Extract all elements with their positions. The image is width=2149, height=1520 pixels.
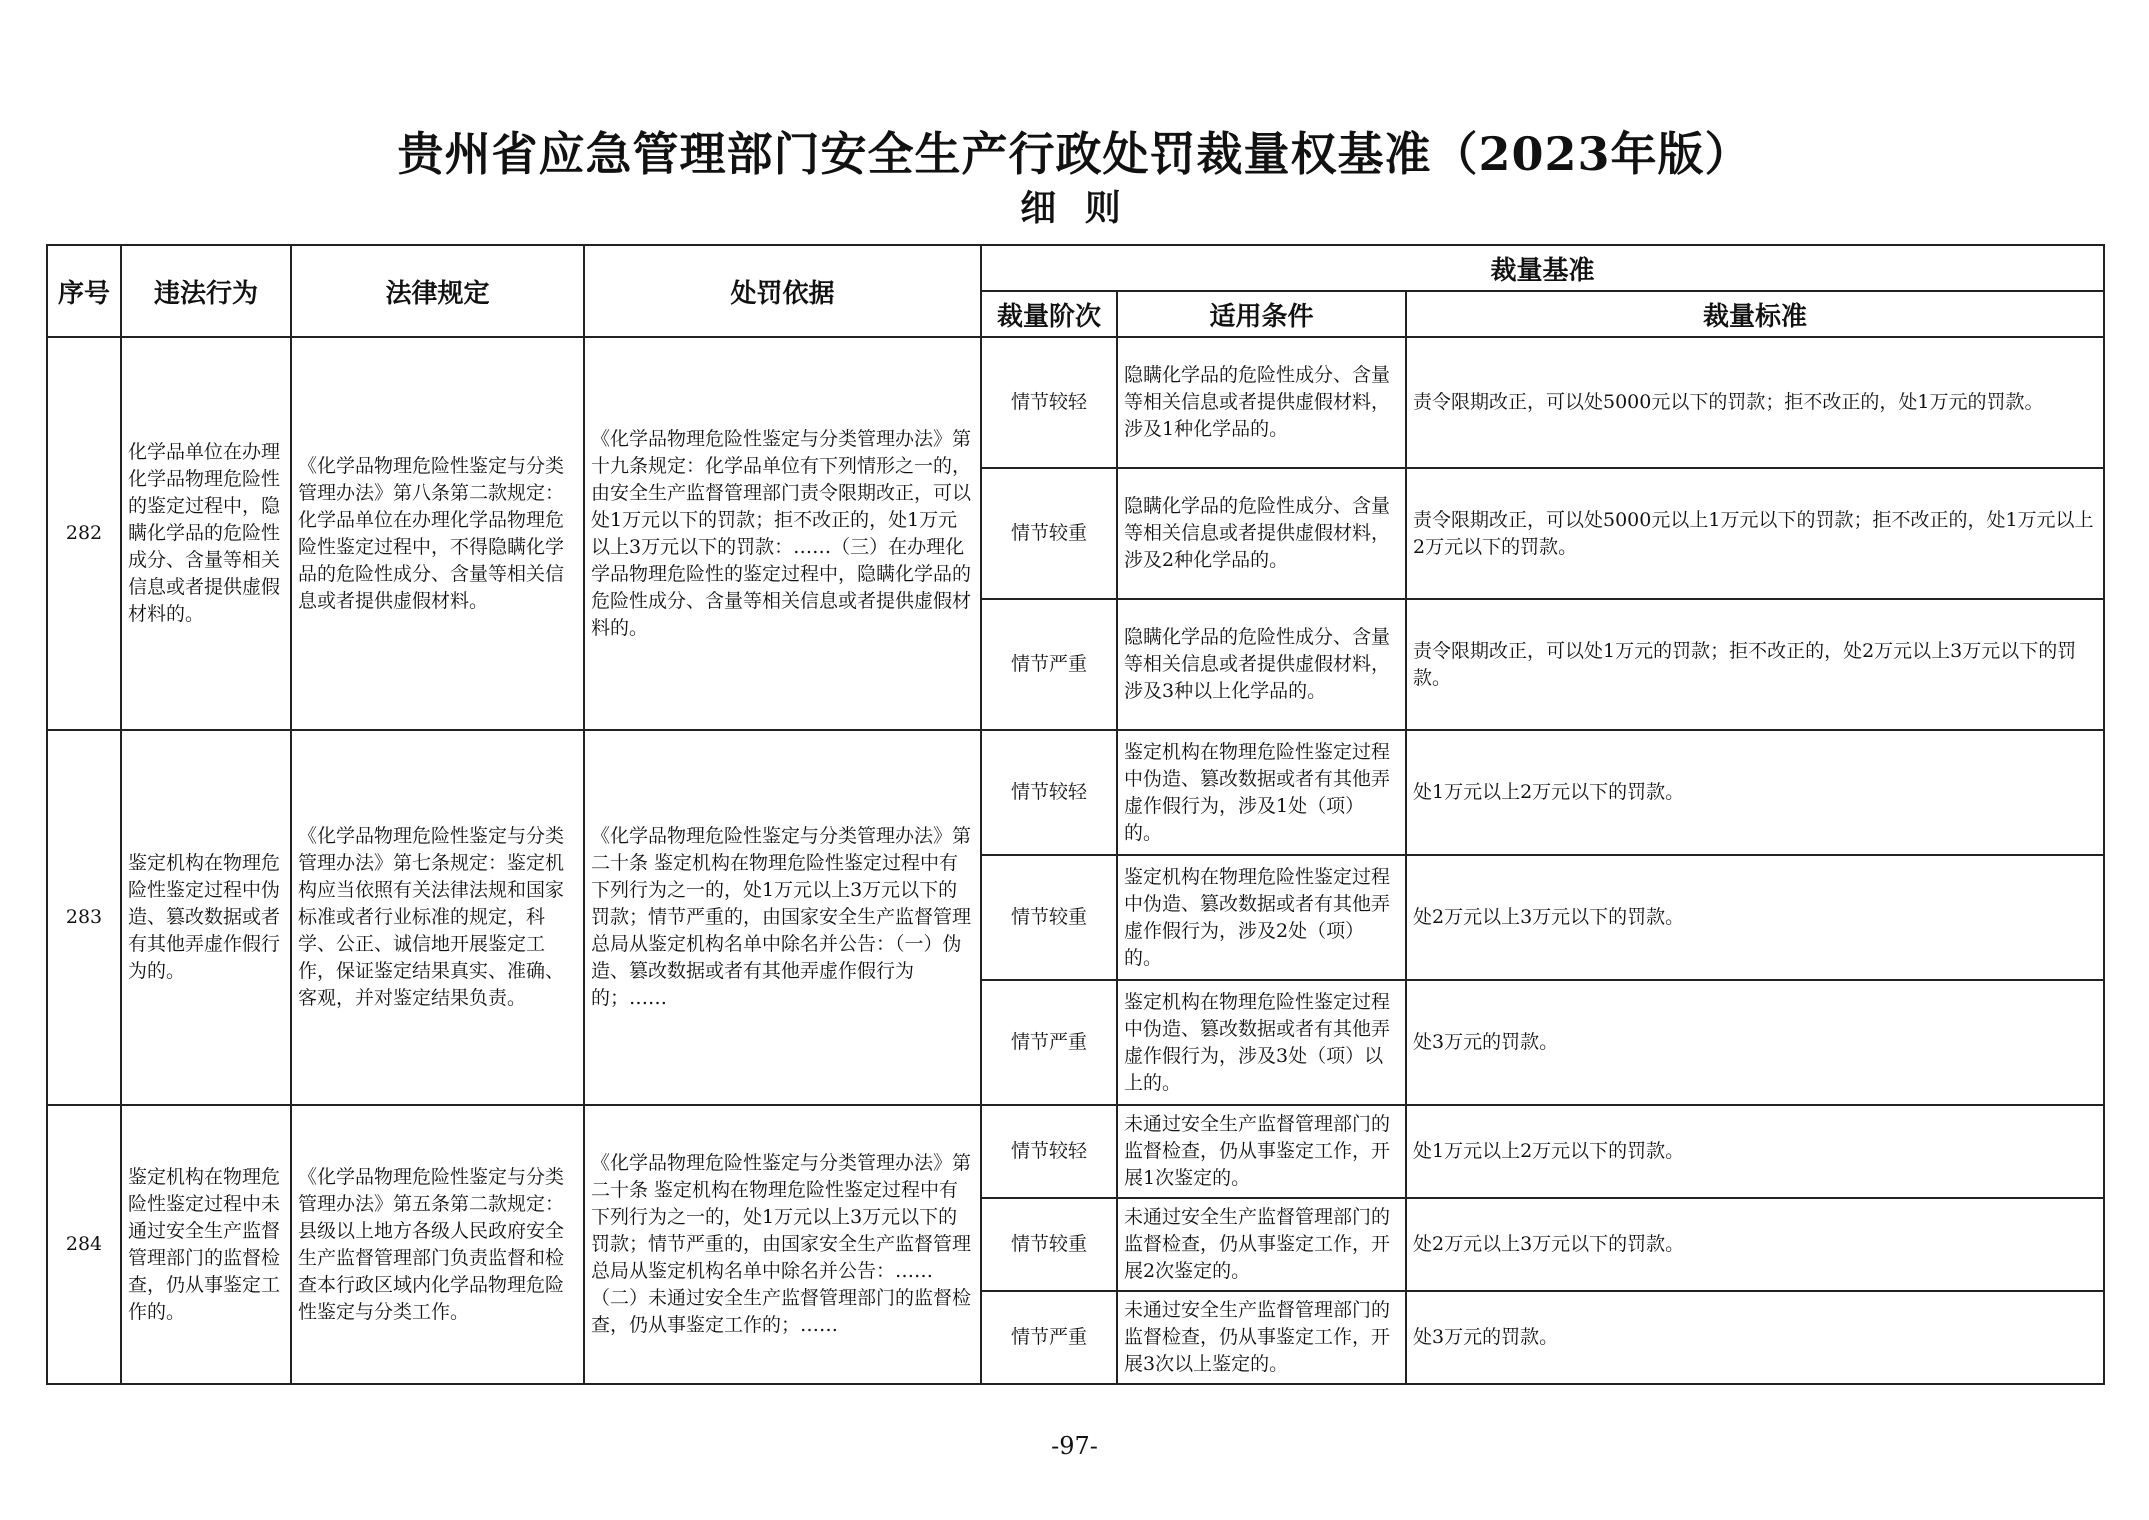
header-condition: 适用条件 bbox=[1117, 291, 1406, 337]
standard-cell: 处2万元以上3万元以下的罚款。 bbox=[1406, 1198, 2104, 1291]
header-law: 法律规定 bbox=[291, 245, 584, 337]
condition-cell: 鉴定机构在物理危险性鉴定过程中伪造、篡改数据或者有其他弄虚作假行为，涉及2处（项）的。 bbox=[1117, 855, 1406, 980]
condition-cell: 未通过安全生产监督管理部门的监督检查，仍从事鉴定工作，开展2次鉴定的。 bbox=[1117, 1198, 1406, 1291]
condition-cell: 未通过安全生产监督管理部门的监督检查，仍从事鉴定工作，开展3次以上鉴定的。 bbox=[1117, 1291, 1406, 1384]
level-cell: 情节较轻 bbox=[981, 337, 1117, 468]
level-cell: 情节较重 bbox=[981, 855, 1117, 980]
level-cell: 情节严重 bbox=[981, 980, 1117, 1105]
row-seq: 282 bbox=[47, 337, 121, 730]
row-behavior: 鉴定机构在物理危险性鉴定过程中未通过安全生产监督管理部门的监督检查，仍从事鉴定工作的。 bbox=[121, 1105, 291, 1384]
table-row bbox=[47, 730, 2104, 855]
condition-cell: 隐瞒化学品的危险性成分、含量等相关信息或者提供虚假材料，涉及2种化学品的。 bbox=[1117, 468, 1406, 599]
row-seq: 283 bbox=[47, 730, 121, 1105]
standard-cell: 处3万元的罚款。 bbox=[1406, 1291, 2104, 1384]
standard-cell: 处3万元的罚款。 bbox=[1406, 980, 2104, 1105]
header-basis: 处罚依据 bbox=[584, 245, 981, 337]
document-title: 贵州省应急管理部门安全生产行政处罚裁量权基准（2023年版） bbox=[397, 127, 1752, 181]
penalty-table bbox=[46, 244, 2105, 1385]
row-law: 《化学品物理危险性鉴定与分类管理办法》第七条规定：鉴定机构应当依照有关法律法规和国家标准或者行业标准的规定，科学、公正、诚信地开展鉴定工作，保证鉴定结果真实、准确、客观，并对鉴定结果负责。 bbox=[291, 730, 584, 1105]
row-law: 《化学品物理危险性鉴定与分类管理办法》第八条第二款规定：化学品单位在办理化学品物理危险性鉴定过程中，不得隐瞒化学品的危险性成分、含量等相关信息或者提供虚假材料。 bbox=[291, 337, 584, 730]
header-level: 裁量阶次 bbox=[981, 291, 1117, 337]
standard-cell: 责令限期改正，可以处1万元的罚款；拒不改正的，处2万元以上3万元以下的罚款。 bbox=[1406, 599, 2104, 730]
table-row bbox=[47, 1105, 2104, 1198]
condition-cell: 隐瞒化学品的危险性成分、含量等相关信息或者提供虚假材料，涉及3种以上化学品的。 bbox=[1117, 599, 1406, 730]
header-discretion: 裁量基准 bbox=[981, 245, 2104, 291]
header-behavior: 违法行为 bbox=[121, 245, 291, 337]
level-cell: 情节严重 bbox=[981, 599, 1117, 730]
standard-cell: 处1万元以上2万元以下的罚款。 bbox=[1406, 1105, 2104, 1198]
header-seq: 序号 bbox=[47, 245, 121, 337]
page-number: -97- bbox=[1051, 1432, 1098, 1460]
row-basis: 《化学品物理危险性鉴定与分类管理办法》第十九条规定：化学品单位有下列情形之一的，由安全生产监督管理部门责令限期改正，可以处1万元以下的罚款；拒不改正的，处1万元以上3万元以下的罚款：……（三）在办理化学品物理危险性的鉴定过程中，隐瞒化学品的危险性成分、含量等相关信息或者提供虚假材料的。 bbox=[584, 337, 981, 730]
level-cell: 情节较重 bbox=[981, 468, 1117, 599]
row-basis: 《化学品物理危险性鉴定与分类管理办法》第二十条 鉴定机构在物理危险性鉴定过程中有下列行为之一的，处1万元以上3万元以下的罚款；情节严重的，由国家安全生产监督管理总局从鉴定机构名单中除名并公告：（一）伪造、篡改数据或者有其他弄虚作假行为的；…… bbox=[584, 730, 981, 1105]
condition-cell: 鉴定机构在物理危险性鉴定过程中伪造、篡改数据或者有其他弄虚作假行为，涉及3处（项）以上的。 bbox=[1117, 980, 1406, 1105]
standard-cell: 责令限期改正，可以处5000元以上1万元以下的罚款；拒不改正的，处1万元以上2万元以下的罚款。 bbox=[1406, 468, 2104, 599]
level-cell: 情节较轻 bbox=[981, 1105, 1117, 1198]
condition-cell: 鉴定机构在物理危险性鉴定过程中伪造、篡改数据或者有其他弄虚作假行为，涉及1处（项）的。 bbox=[1117, 730, 1406, 855]
level-cell: 情节严重 bbox=[981, 1291, 1117, 1384]
standard-cell: 处1万元以上2万元以下的罚款。 bbox=[1406, 730, 2104, 855]
row-basis: 《化学品物理危险性鉴定与分类管理办法》第二十条 鉴定机构在物理危险性鉴定过程中有下列行为之一的，处1万元以上3万元以下的罚款；情节严重的，由国家安全生产监督管理总局从鉴定机构名单中除名并公告：……（二）未通过安全生产监督管理部门的监督检查，仍从事鉴定工作的；…… bbox=[584, 1105, 981, 1384]
row-behavior: 化学品单位在办理化学品物理危险性的鉴定过程中，隐瞒化学品的危险性成分、含量等相关信息或者提供虚假材料的。 bbox=[121, 337, 291, 730]
row-behavior: 鉴定机构在物理危险性鉴定过程中伪造、篡改数据或者有其他弄虚作假行为的。 bbox=[121, 730, 291, 1105]
level-cell: 情节较轻 bbox=[981, 730, 1117, 855]
level-cell: 情节较重 bbox=[981, 1198, 1117, 1291]
table-row bbox=[47, 337, 2104, 468]
condition-cell: 隐瞒化学品的危险性成分、含量等相关信息或者提供虚假材料，涉及1种化学品的。 bbox=[1117, 337, 1406, 468]
standard-cell: 处2万元以上3万元以下的罚款。 bbox=[1406, 855, 2104, 980]
document-subtitle: 细 则 bbox=[1020, 187, 1129, 229]
standard-cell: 责令限期改正，可以处5000元以下的罚款；拒不改正的，处1万元的罚款。 bbox=[1406, 337, 2104, 468]
condition-cell: 未通过安全生产监督管理部门的监督检查，仍从事鉴定工作，开展1次鉴定的。 bbox=[1117, 1105, 1406, 1198]
row-law: 《化学品物理危险性鉴定与分类管理办法》第五条第二款规定：县级以上地方各级人民政府安全生产监督管理部门负责监督和检查本行政区域内化学品物理危险性鉴定与分类工作。 bbox=[291, 1105, 584, 1384]
header-standard: 裁量标准 bbox=[1406, 291, 2104, 337]
row-seq: 284 bbox=[47, 1105, 121, 1384]
